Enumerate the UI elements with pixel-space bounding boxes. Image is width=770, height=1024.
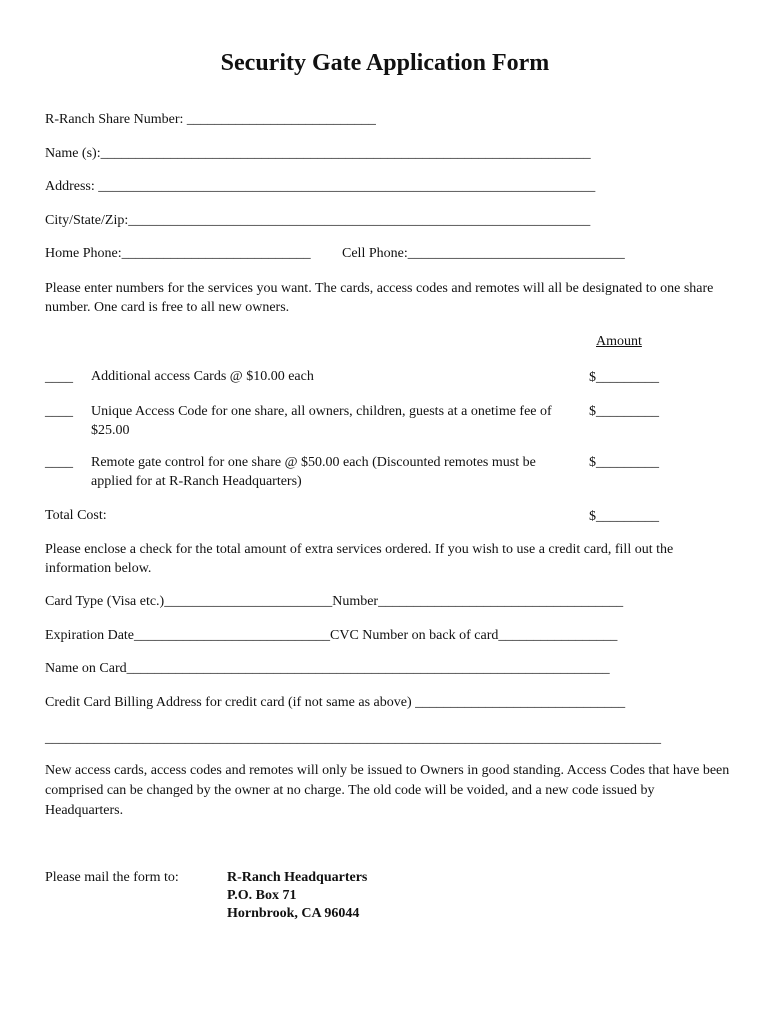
mail-address-line-1: R-Ranch Headquarters: [227, 870, 368, 885]
service-amount-code[interactable]: $_________: [589, 404, 659, 419]
instructions-text: Please enter numbers for the services you want. The cards, access codes and remotes will all be designated to one share number. One card is free to all new owners.: [45, 281, 714, 315]
share-number-field[interactable]: R-Ranch Share Number: ___________________________: [45, 112, 376, 127]
mail-label: Please mail the form to:: [45, 870, 179, 885]
service-desc-cards: Additional access Cards @ $10.00 each: [91, 369, 314, 384]
service-qty-code[interactable]: ____: [45, 404, 73, 419]
expiration-cvc-field[interactable]: Expiration Date____________________________CVC Number on back of card_________________: [45, 628, 618, 643]
service-amount-cards[interactable]: $_________: [589, 370, 659, 385]
address-field[interactable]: Address: _______________________________________________________________________: [45, 179, 596, 194]
service-qty-remote[interactable]: ____: [45, 455, 73, 470]
service-desc-remote: Remote gate control for one share @ $50.00 each (Discounted remotes must be applied for at R-Ranch Headquarters): [91, 455, 536, 489]
service-desc-code: Unique Access Code for one share, all owners, children, guests at a onetime fee of $25.00: [91, 404, 552, 438]
mail-address-line-3: Hornbrook, CA 96044: [227, 906, 360, 921]
billing-address-field[interactable]: Credit Card Billing Address for credit card (if not same as above) ______________________________: [45, 695, 626, 710]
city-state-zip-field[interactable]: City/State/Zip:__________________________________________________________________: [45, 213, 591, 228]
mail-address-line-2: P.O. Box 71: [227, 888, 297, 903]
card-type-number-field[interactable]: Card Type (Visa etc.)________________________Number___________________________________: [45, 594, 624, 609]
service-amount-remote[interactable]: $_________: [589, 455, 659, 470]
names-field[interactable]: Name (s):______________________________________________________________________: [45, 146, 591, 161]
billing-address-line2-field[interactable]: ________________________________________________________________________________________: [45, 731, 661, 746]
amount-header: Amount: [596, 334, 642, 349]
name-on-card-field[interactable]: Name on Card_____________________________________________________________________: [45, 661, 610, 676]
page-title: Security Gate Application Form: [220, 50, 550, 76]
total-cost-field[interactable]: $_________: [589, 509, 659, 524]
payment-instructions: Please enclose a check for the total amount of extra services ordered. If you wish to use a credit card, fill out the information below.: [45, 542, 674, 576]
home-phone-field[interactable]: Home Phone:___________________________: [45, 246, 311, 261]
cell-phone-field[interactable]: Cell Phone:_______________________________: [342, 246, 625, 261]
notice-text: New access cards, access codes and remotes will only be issued to Owners in good standing. Access Codes that have been comprised can be changed by the owner at no charge. The old code will be voided, and a new code issued by Headquarters.: [45, 763, 730, 818]
service-qty-cards[interactable]: ____: [45, 370, 73, 385]
total-cost-label: Total Cost:: [45, 508, 107, 523]
